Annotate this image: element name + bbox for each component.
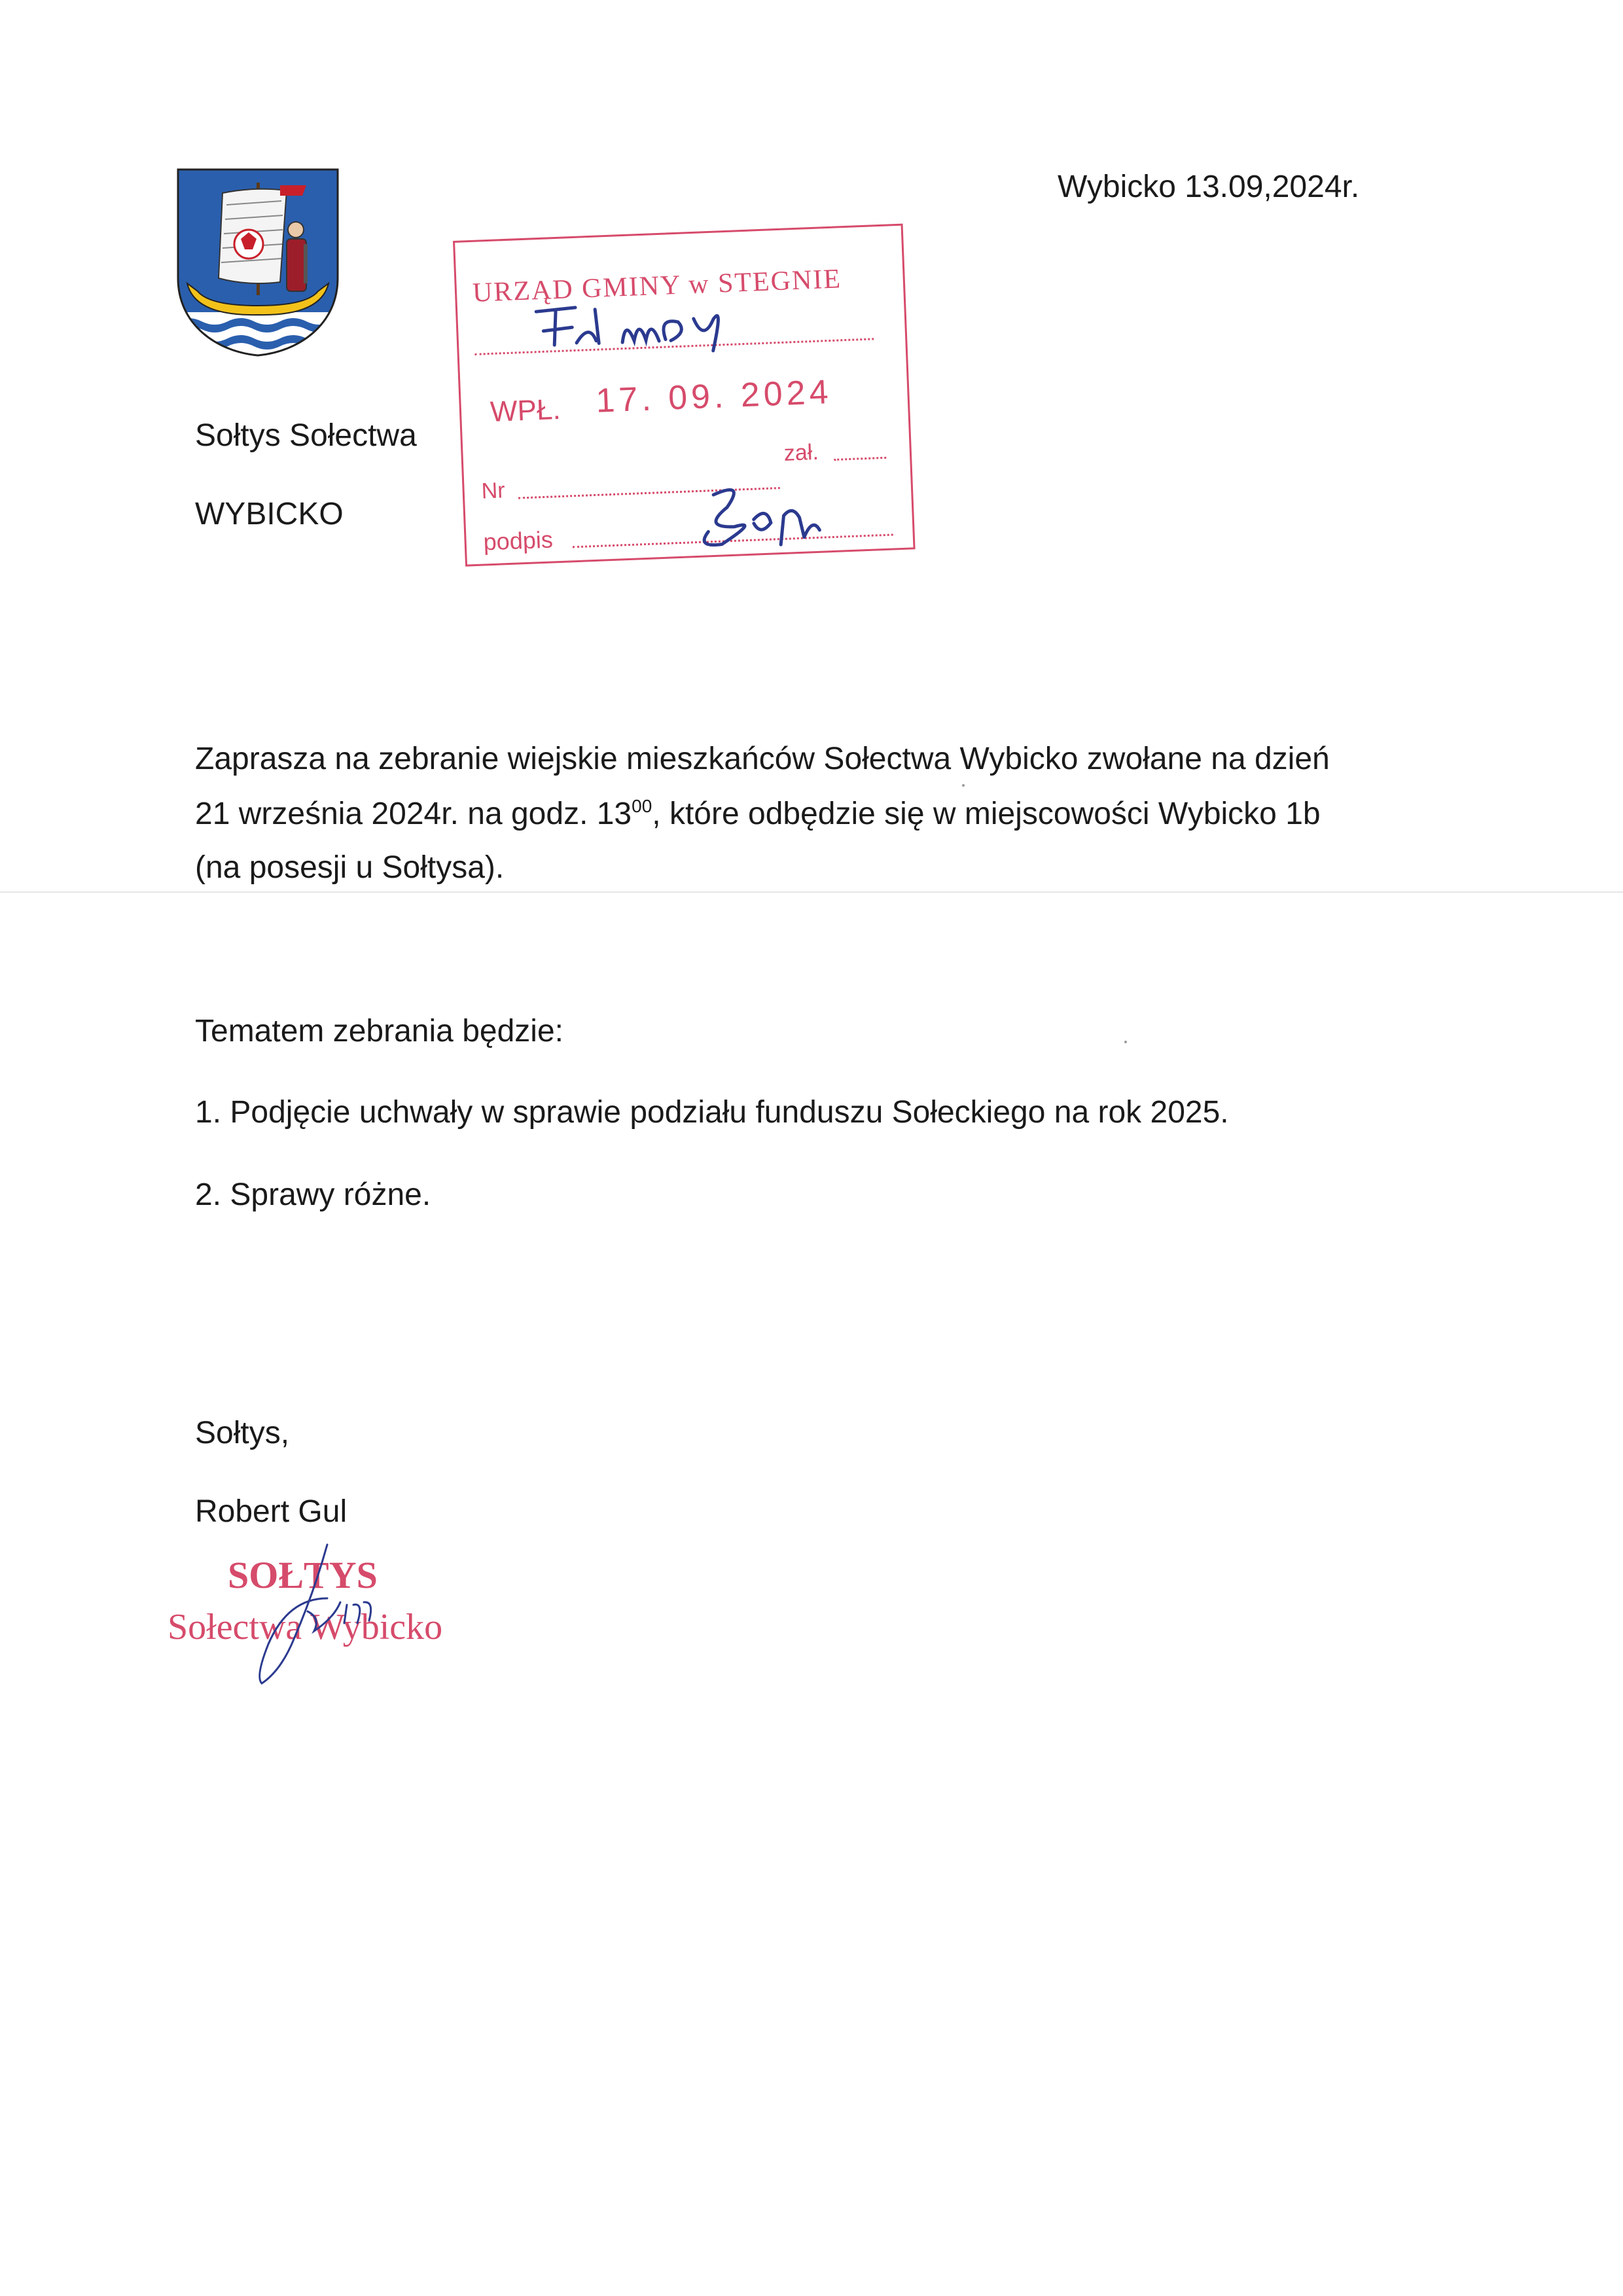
soltys-stamp-village: Sołectwa Wybicko: [168, 1607, 443, 1647]
invitation-line-3: (na posesji u Sołtysa).: [195, 850, 505, 885]
signatory-name: Robert Gul: [195, 1494, 348, 1529]
scan-speck: [1124, 1041, 1127, 1043]
invitation-line-2: [195, 797, 1321, 830]
agenda-item-2: 2. Sprawy różne.: [195, 1177, 431, 1212]
stamp-office: URZĄD GMINY w STEGNIE: [472, 264, 842, 308]
handwritten-initials: [687, 477, 833, 554]
scan-speck: [962, 784, 965, 787]
stamp-attachments-label: zał.: [783, 439, 819, 466]
invitation-line-2-start: 21 września 2024r. na godz. 13: [195, 797, 632, 831]
time-superscript: 00: [632, 796, 652, 816]
stamp-number-label: Nr: [480, 478, 506, 504]
agenda-heading: Tematem zebrania będzie:: [195, 1014, 563, 1049]
coat-of-arms-icon: [175, 167, 340, 357]
handwritten-name: [529, 277, 767, 358]
place-date: Wybicko 13.09,2024r.: [1058, 170, 1360, 204]
invitation-line-1: Zaprasza na zebranie wiejskie mieszkańców Sołectwa Wybicko zwołane na dzień: [195, 742, 1330, 776]
sender-title: Sołtys Sołectwa: [195, 418, 417, 453]
signatory-role: Sołtys,: [195, 1416, 290, 1450]
stamp-dotted-line: [834, 457, 886, 461]
registry-stamp: [453, 224, 916, 567]
handwritten-signature: [249, 1539, 380, 1690]
agenda-item-1: 1. Podjęcie uchwały w sprawie podziału funduszu Sołeckiego na rok 2025.: [195, 1095, 1229, 1130]
sender-village: WYBICKO: [195, 497, 344, 531]
soltys-stamp-title: SOŁTYS: [228, 1554, 378, 1596]
stamp-received-date: 17. 09. 2024: [595, 372, 833, 420]
scan-fold-line: [0, 891, 1623, 893]
stamp-received-label: WPŁ.: [490, 393, 562, 428]
stamp-signature-label: podpis: [482, 526, 554, 556]
invitation-line-2-end: , które odbędzie się w miejscowości Wybicko 1b: [652, 797, 1321, 831]
